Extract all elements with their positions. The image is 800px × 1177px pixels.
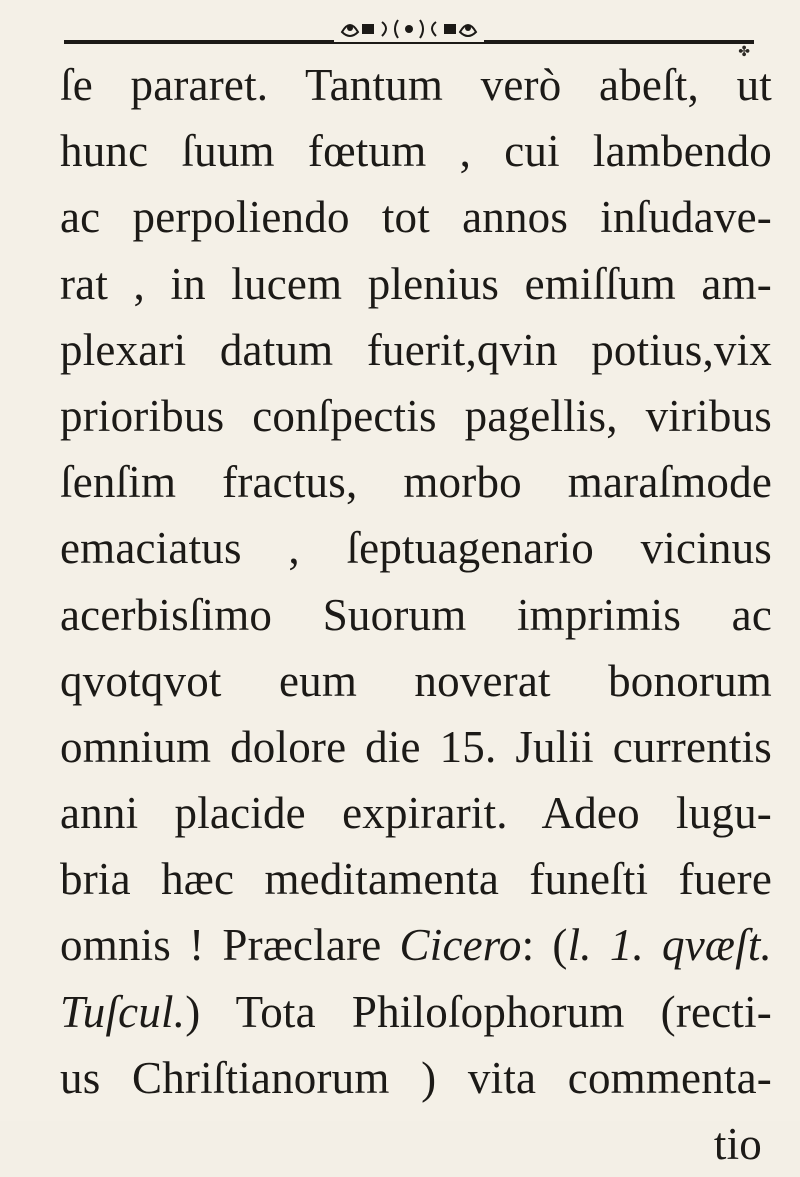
text-line: ſenſim fractus, morbo maraſmode bbox=[60, 457, 772, 508]
text-line: anni placide expirarit. Adeo lugu- bbox=[60, 788, 772, 839]
text-line: rat , in lucem plenius emiſſum am- bbox=[60, 258, 772, 309]
text-line: acerbisſimo Suorum imprimis ac bbox=[60, 589, 772, 640]
text-line: qvotqvot eum noverat bonorum bbox=[60, 655, 772, 706]
body-text bbox=[60, 52, 772, 1177]
text-line: plexari datum fuerit,qvin potius,vix bbox=[60, 324, 772, 375]
text-line: ſe pararet. Tantum verò abeſt, ut bbox=[60, 60, 772, 110]
headpiece-ornament bbox=[334, 10, 484, 42]
text-line-with-citation bbox=[60, 979, 772, 1045]
text-line: us Chriſtianorum ) vita commenta- bbox=[60, 1052, 772, 1103]
text-run: omnis ! Præclare bbox=[60, 920, 400, 971]
text-line: prioribus conſpectis pagellis, viribus bbox=[60, 390, 772, 441]
author-name: Cicero bbox=[399, 920, 522, 971]
text-run: : ( bbox=[521, 920, 568, 971]
text-run: ) Tota Philoſophorum (recti- bbox=[185, 986, 772, 1037]
text-line-with-citation bbox=[60, 912, 772, 978]
text-line: emaciatus , ſeptuagenario vicinus bbox=[60, 523, 772, 574]
text-line: hunc ſuum fœtum , cui lambendo bbox=[60, 126, 772, 177]
ornament-icon bbox=[334, 10, 484, 42]
corner-mark: ✤ bbox=[738, 45, 750, 60]
text-line: ac perpoliendo tot annos inſudave- bbox=[60, 192, 772, 243]
headpiece bbox=[64, 10, 754, 60]
catchword: tio bbox=[713, 1119, 762, 1169]
citation-reference: Tuſcul. bbox=[60, 986, 186, 1037]
citation-reference: l. 1. qvæſt. bbox=[567, 920, 773, 971]
text-line: bria hæc meditamenta funeſti fuere bbox=[60, 854, 772, 905]
text-line: omnium dolore die 15. Julii currentis bbox=[60, 721, 772, 772]
